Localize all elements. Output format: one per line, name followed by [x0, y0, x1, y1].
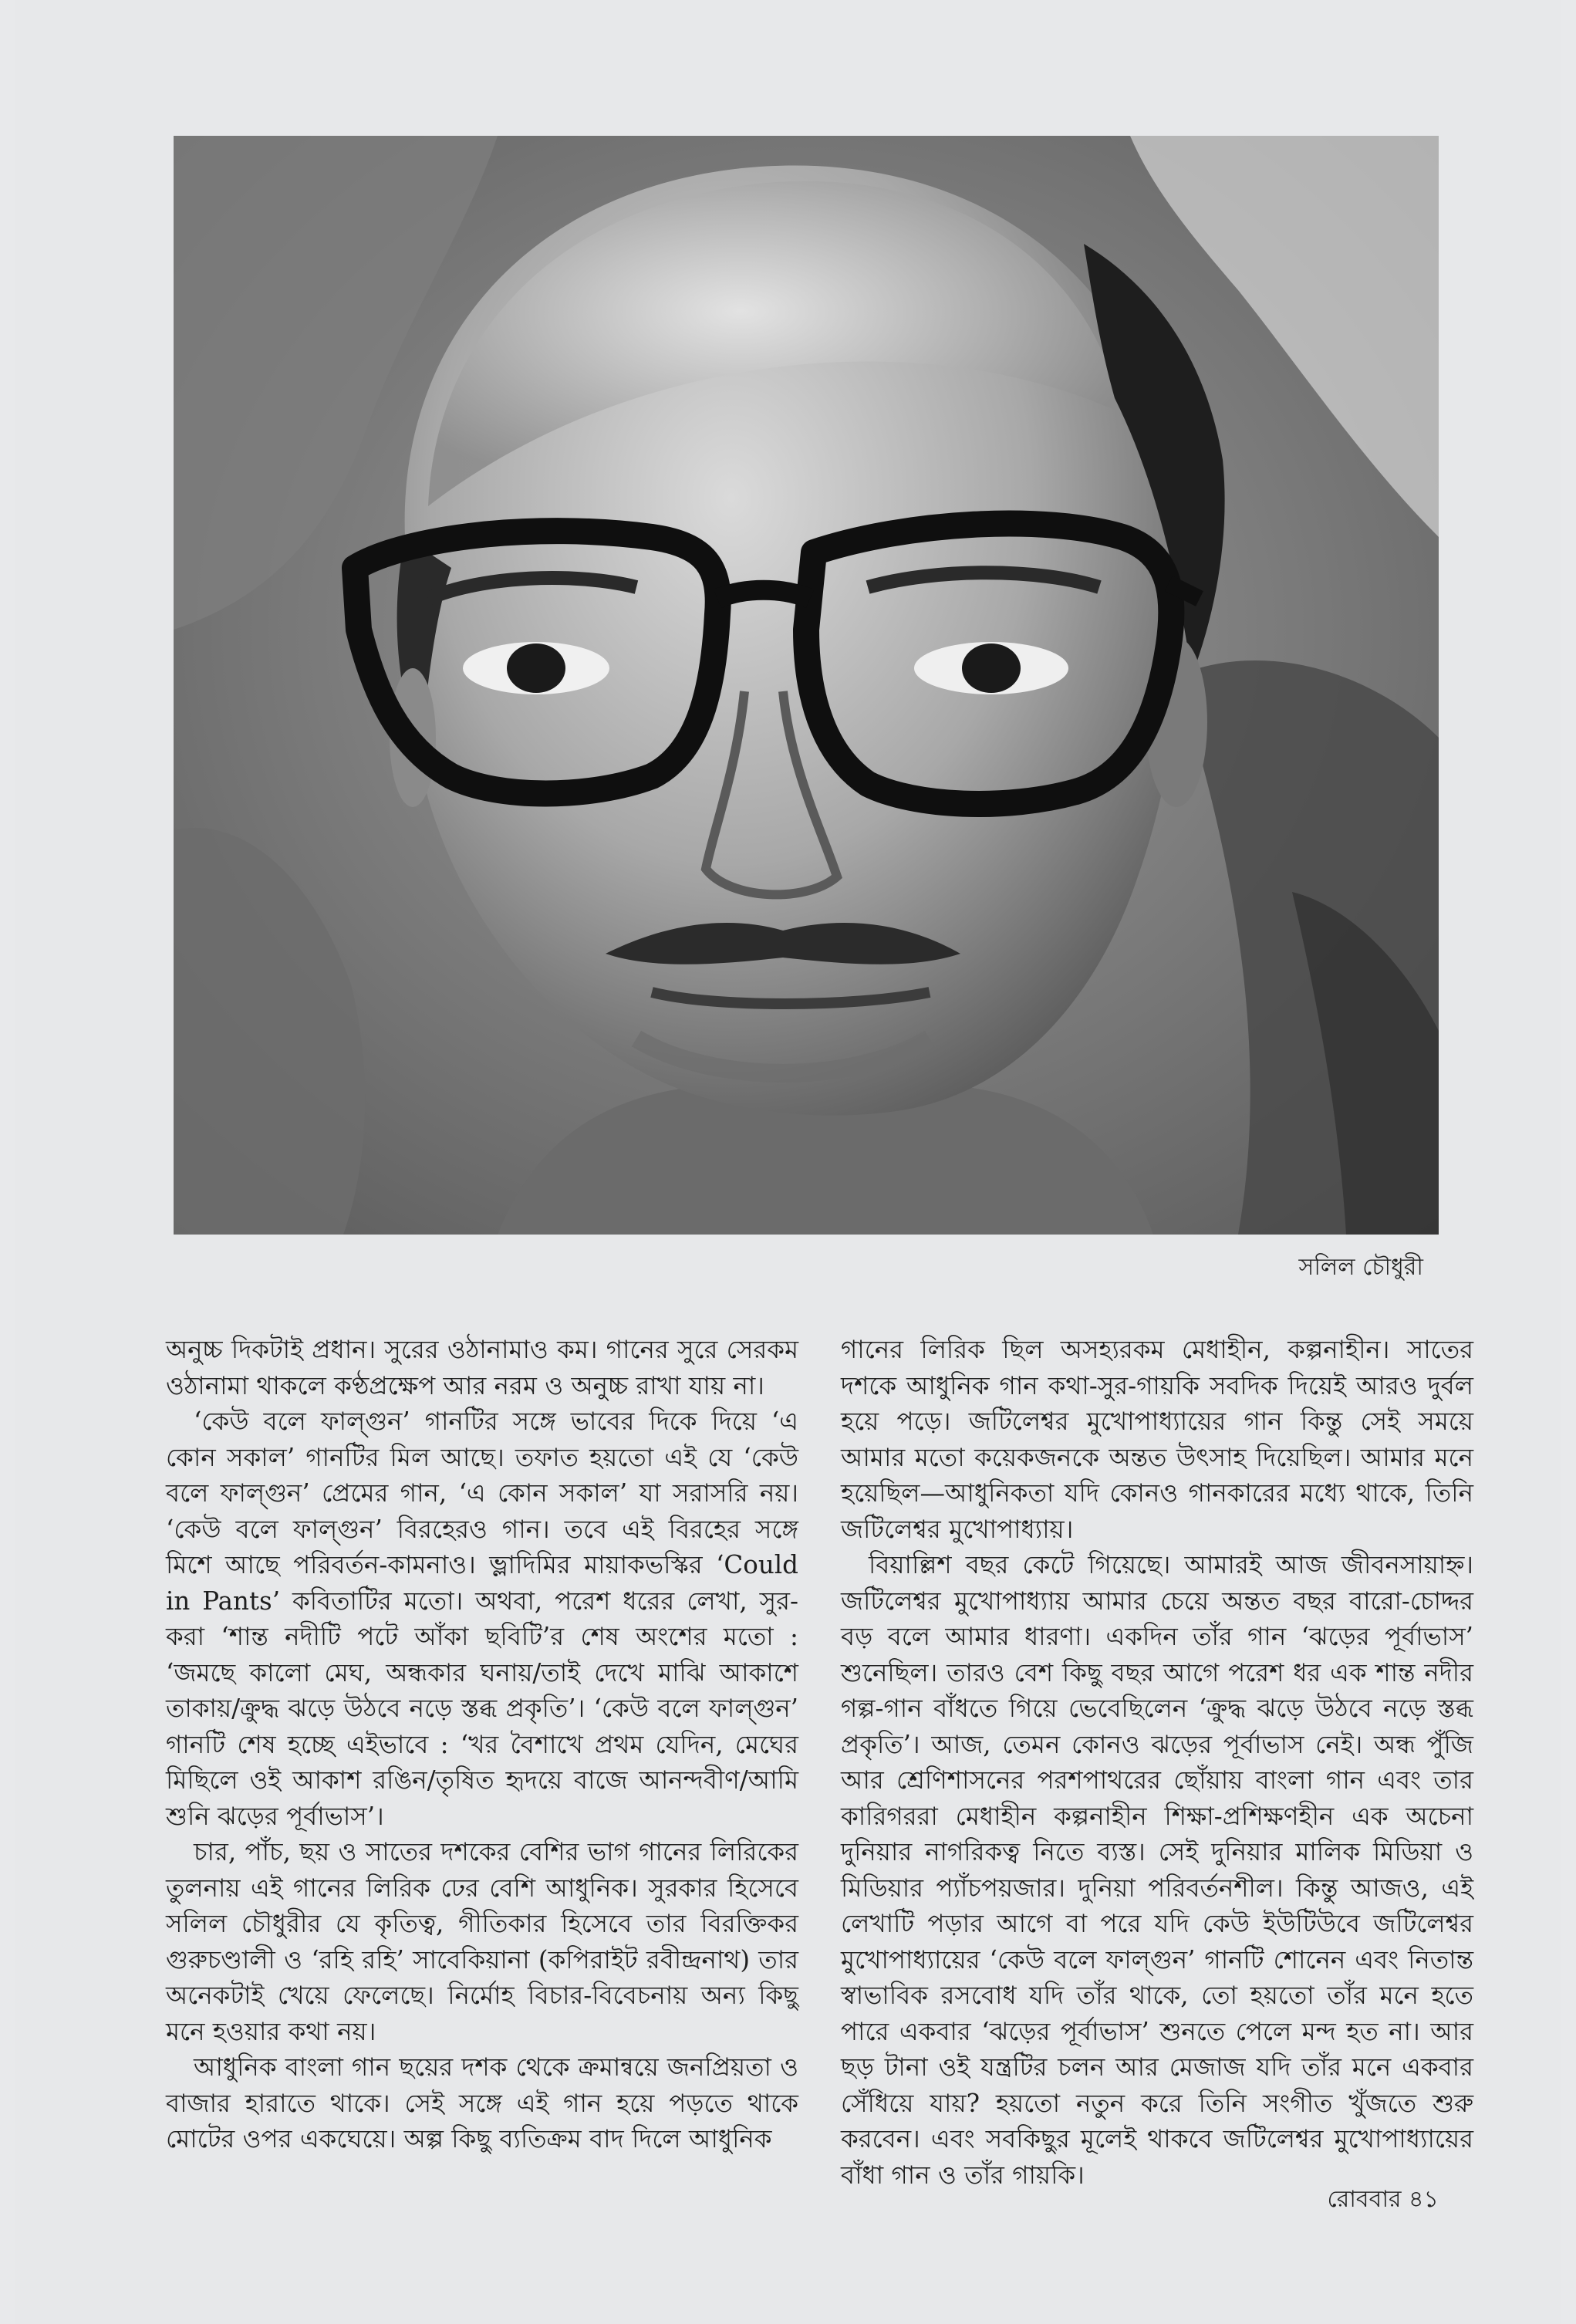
paragraph: আধুনিক বাংলা গান ছয়ের দশক থেকে ক্রমান্বয়ে জনপ্রিয়তা ও বাজার হারাতে থাকে। সেই সঙ্গে এই গান হয়ে পড়তে থাকে মোটের ওপর একঘেয়ে। অল্প কিছু ব্যতিক্রম বাদ দিলে আধুনিক: [166, 2052, 798, 2153]
paragraph: চার, পাঁচ, ছয় ও সাতের দশকের বেশির ভাগ গানের লিরিকের তুলনায় এই গানের লিরিক ঢের বেশি আধুনিক। সুরকার হিসেবে সলিল চৌধুরীর যে কৃতিত্ব, গীতিকার হিসেবে তার বিরক্তিকর গুরুচণ্ডালী ও ‘রহি রহি’ সাবেকিয়ানা (কপিরাইট রবীন্দ্রনাথ) তার অনেকটাই খেয়ে ফেলেছে। নির্মোহ বিচার-বিবেচনায় অন্য কিছু মনে হওয়ার কথা নয়।: [166, 1837, 798, 2046]
paragraph: গানের লিরিক ছিল অসহ্যরকম মেধাহীন, কল্পনাহীন। সাতের দশকে আধুনিক গান কথা-সুর-গায়কি সবদিক দিয়েই আরও দুর্বল হয়ে পড়ে। জটিলেশ্বর মুখোপাধ্যায়ের গান কিন্তু সেই সময়ে আমার মতো কয়েকজনকে অন্তত উৎসাহ দিয়েছিল। আমার মনে হয়েছিল—আধুনিকতা যদি কোনও গানকারের মধ্যে থাকে, তিনি জটিলেশ্বর মুখোপাধ্যায়।: [841, 1335, 1473, 1544]
paragraph: বিয়াল্লিশ বছর কেটে গিয়েছে। আমারই আজ জীবনসায়াহ্ন। জটিলেশ্বর মুখোপাধ্যায় আমার চেয়ে অন্তত বছর বারো-চোদ্দর বড় বলে আমার ধারণা। একদিন তাঁর গান ‘ঝড়ের পূর্বাভাস’ শুনেছিল। তারও বেশ কিছু বছর আগে পরেশ ধর এক শান্ত নদীর গল্প-গান বাঁধতে গিয়ে ভেবেছিলেন ‘ক্রুদ্ধ ঝড়ে উঠবে নড়ে স্তব্ধ প্রকৃতি’। আজ, তেমন কোনও ঝড়ের পূর্বাভাস নেই। অন্ধ পুঁজি আর শ্রেণিশাসনের পরশপাথরের ছোঁয়ায় বাংলা গান এবং তার কারিগররা মেধাহীন কল্পনাহীন শিক্ষা-প্রশিক্ষণহীন এক অচেনা দুনিয়ার নাগরিকত্ব নিতে ব্যস্ত। সেই দুনিয়ার মালিক মিডিয়া ও মিডিয়ার প্যাঁচপয়জার। দুনিয়া পরিবর্তনশীল। কিন্তু আজও, এই লেখাটি পড়ার আগে বা পরে যদি কেউ ইউটিউবে জটিলেশ্বর মুখোপাধ্যায়ের ‘কেউ বলে ফাল্গুন’ গানটি শোনেন এবং নিতান্ত স্বাভাবিক রসবোধ যদি তাঁর থাকে, তো হয়তো তাঁর মনে হতে পারে একবার ‘ঝড়ের পূর্বাভাস’ শুনতে পেলে মন্দ হত না। আর ছড় টানা ওই যন্ত্রটির চলন আর মেজাজ যদি তাঁর মনে একবার সেঁধিয়ে যায়? হয়তো নতুন করে তিনি সংগীত খুঁজতে শুরু করবেন। এবং সবকিছুর মূলেই থাকবে জটিলেশ্বর মুখোপাধ্যায়ের বাঁধা গান ও তাঁর গায়কি।: [841, 1550, 1473, 2190]
portrait-photo: [174, 136, 1439, 1235]
page-folio: রোববার ৪১: [1327, 2186, 1439, 2213]
article-column-left: [166, 1332, 798, 2157]
magazine-page: [15, 0, 1561, 2324]
photo-caption: সলিল চৌধুরী: [1298, 1254, 1423, 1281]
article-column-right: [841, 1332, 1473, 2193]
paragraph: অনুচ্চ দিকটাই প্রধান। সুরের ওঠানামাও কম। গানের সুরে সেরকম ওঠানামা থাকলে কণ্ঠপ্রক্ষেপ আর নরম ও অনুচ্চ রাখা যায় না।: [166, 1335, 798, 1400]
portrait-image: [174, 136, 1439, 1235]
paragraph: ‘কেউ বলে ফাল্গুন’ গানটির সঙ্গে ভাবের দিকে দিয়ে ‘এ কোন সকাল’ গানটির মিল আছে। তফাত হয়তো এই যে ‘কেউ বলে ফাল্গুন’ প্রেমের গান, ‘এ কোন সকাল’ যা সরাসরি নয়। ‘কেউ বলে ফাল্গুন’ বিরহেরও গান। তবে এই বিরহের সঙ্গে মিশে আছে পরিবর্তন-কামনাও। ভ্লাদিমির মায়াকভস্কির ‘Could in Pants’ কবিতাটির মতো। অথবা, পরেশ ধরের লেখা, সুর-করা ‘শান্ত নদীটি পটে আঁকা ছবিটি’র শেষ অংশের মতো : ‘জমছে কালো মেঘ, অন্ধকার ঘনায়/তাই দেখে মাঝি আকাশে তাকায়/ক্রুদ্ধ ঝড়ে উঠবে নড়ে স্তব্ধ প্রকৃতি’। ‘কেউ বলে ফাল্গুন’ গানটি শেষ হচ্ছে এইভাবে : ‘খর বৈশাখে প্রথম যেদিন, মেঘের মিছিলে ওই আকাশ রঙিন/তৃষিত হৃদয়ে বাজে আনন্দবীণ/আমি শুনি ঝড়ের পূর্বাভাস’।: [166, 1407, 798, 1831]
